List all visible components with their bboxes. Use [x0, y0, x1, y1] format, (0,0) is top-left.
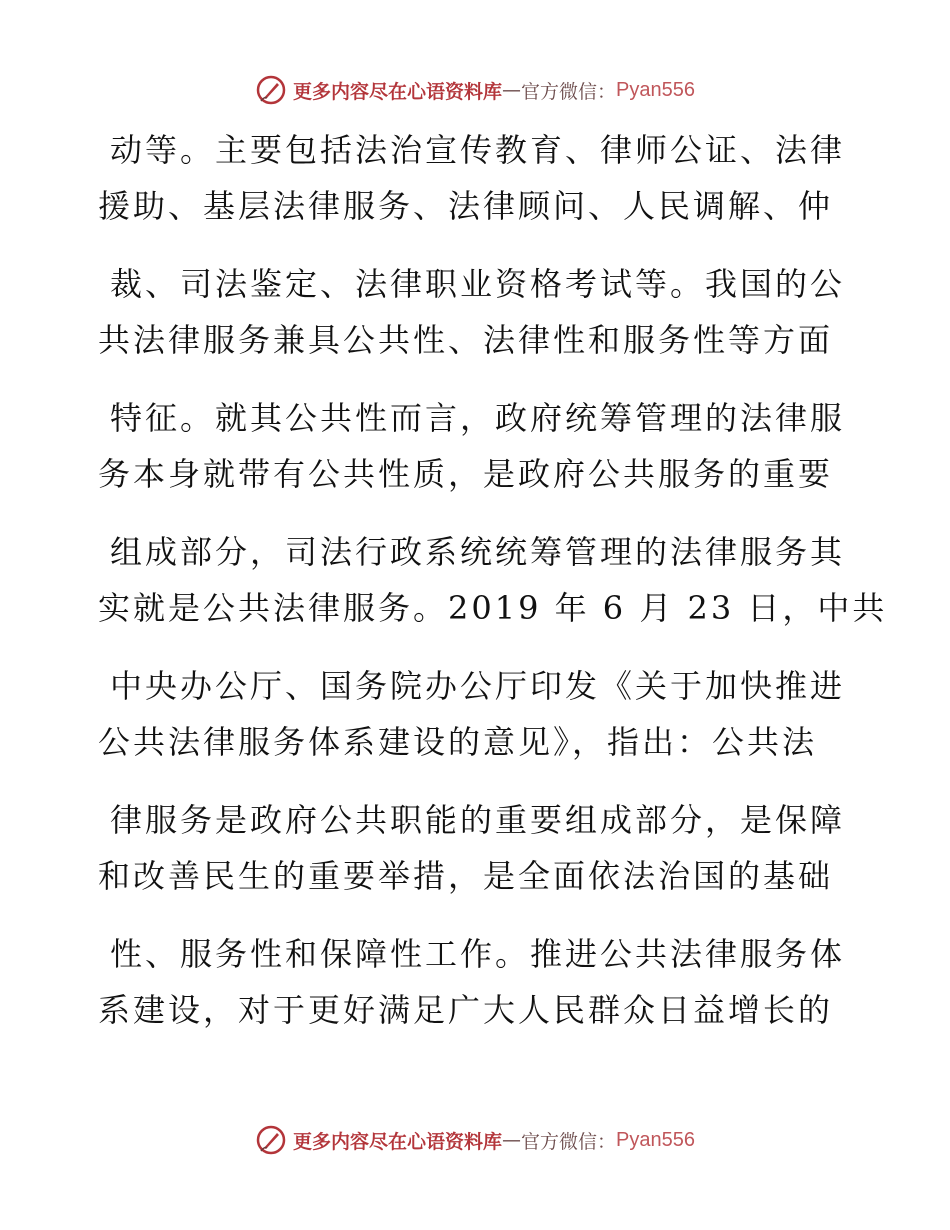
watermark-main-text: 更多内容尽在心语资料库 — [293, 1130, 503, 1153]
body-line-14: 系建设，对于更好满足广大人民群众日益增长的 — [98, 991, 834, 1029]
header-watermark — [0, 70, 950, 110]
body-line-11: 律服务是政府公共职能的重要组成部分，是保障 — [110, 801, 846, 839]
footer-watermark — [0, 1120, 950, 1160]
body-line-12: 和改善民生的重要举措，是全面依法治国的基础 — [98, 857, 834, 895]
body-line-10: 公共法律服务体系建设的意见》，指出：公共法 — [98, 723, 818, 761]
body-line-1: 动等。主要包括法治宣传教育、律师公证、法律 — [110, 131, 846, 169]
watermark-main-text: 更多内容尽在心语资料库 — [293, 80, 503, 103]
body-line-4: 共法律服务兼具公共性、法律性和服务性等方面 — [98, 321, 834, 359]
watermark-dash: — — [502, 1129, 522, 1151]
quill-logo-icon — [255, 1124, 287, 1156]
body-line-3: 裁、司法鉴定、法律职业资格考试等。我国的公 — [110, 265, 846, 303]
body-line-7: 组成部分，司法行政系统统筹管理的法律服务其 — [110, 533, 846, 571]
body-line-6: 务本身就带有公共性质，是政府公共服务的重要 — [98, 455, 834, 493]
body-line-5: 特征。就其公共性而言，政府统筹管理的法律服 — [110, 399, 846, 437]
watermark-wechat-id: Pyan556 — [616, 78, 695, 101]
body-line-2: 援助、基层法律服务、法律顾问、人民调解、仲 — [98, 187, 834, 225]
watermark-sub-text: 官方微信： — [521, 1130, 617, 1153]
watermark-sub-text: 官方微信： — [521, 80, 617, 103]
quill-logo-icon — [255, 74, 287, 106]
body-line-9: 中央办公厅、国务院办公厅印发《关于加快推进 — [110, 667, 846, 705]
watermark-wechat-id: Pyan556 — [616, 1128, 695, 1151]
body-line-8: 实就是公共法律服务。2019 年 6 月 23 日，中共 — [98, 589, 888, 627]
watermark-dash: — — [502, 79, 522, 101]
body-line-13: 性、服务性和保障性工作。推进公共法律服务体 — [110, 935, 846, 973]
